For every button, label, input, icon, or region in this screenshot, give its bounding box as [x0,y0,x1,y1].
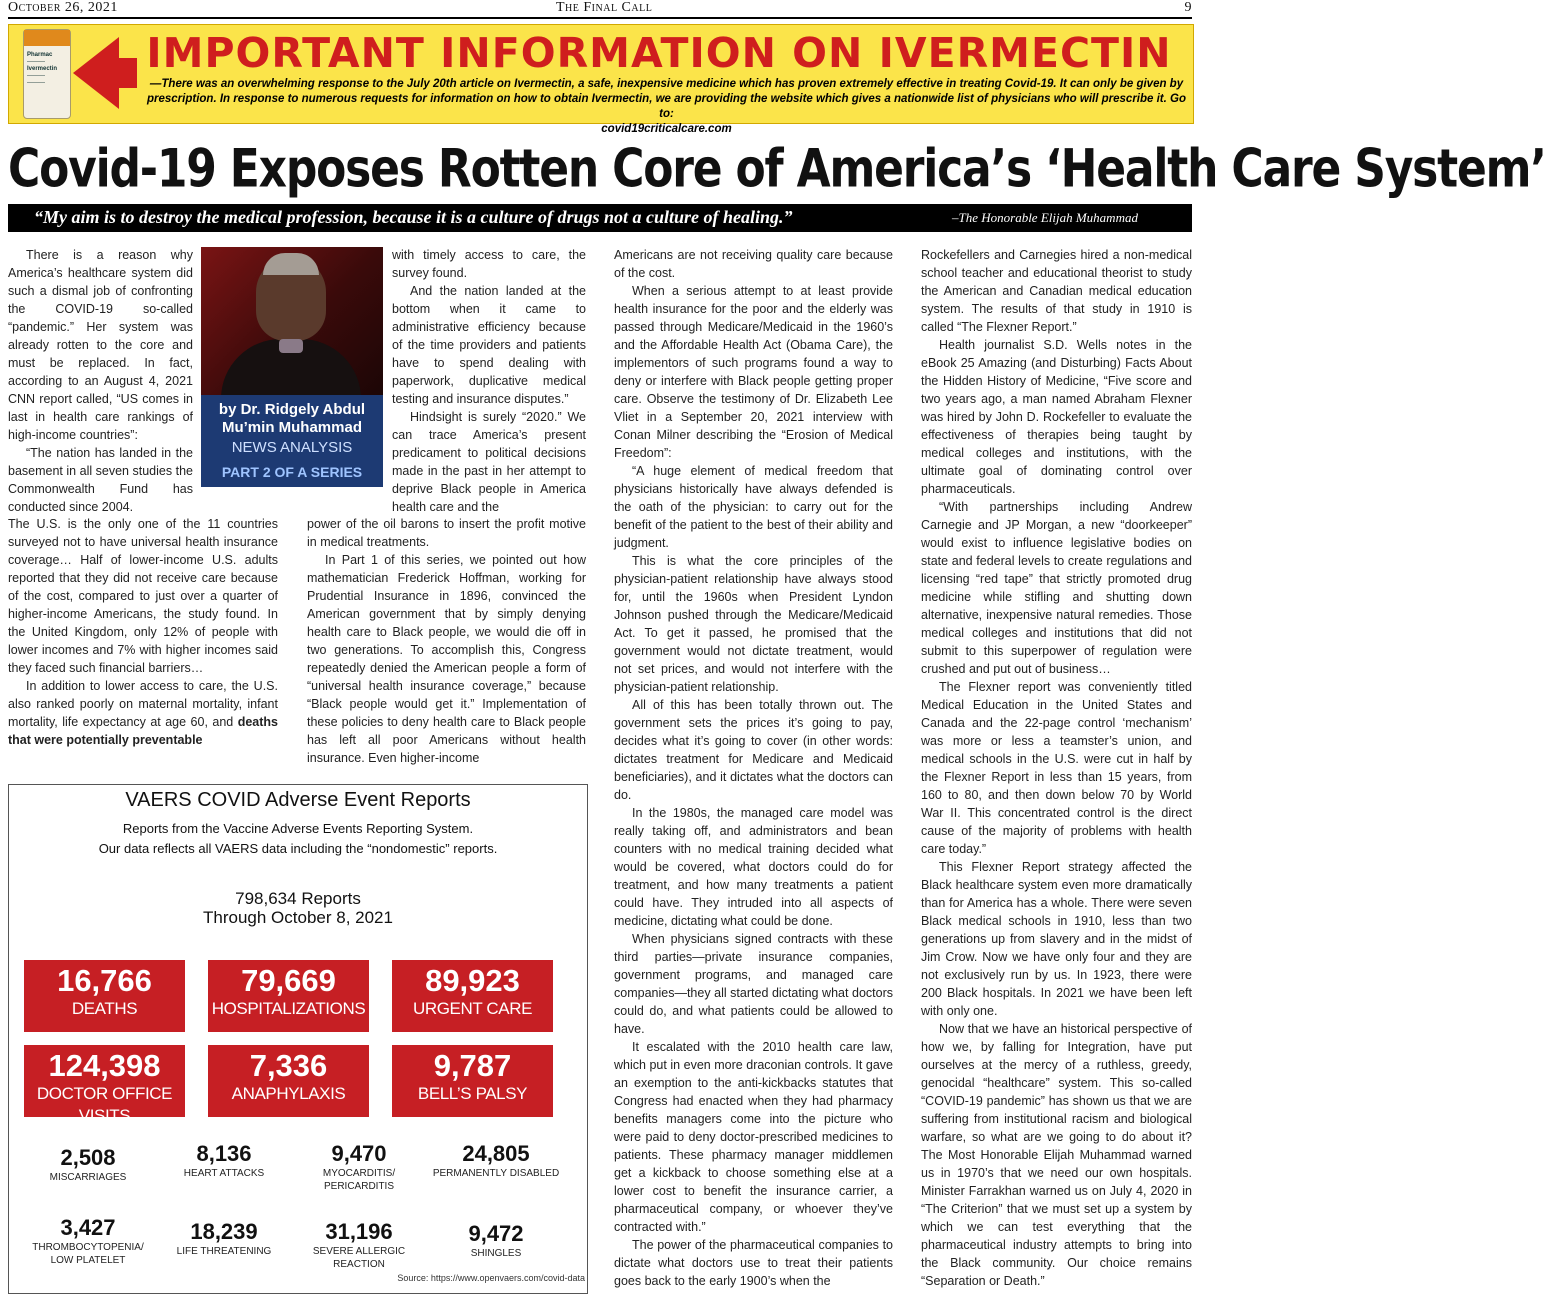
paragraph: The Flexner report was conveniently titled Medical Education in the United States and Canada and the 22-page control ‘mechanism’ was more or less a teamster’s union, and medical schools in the U.S. were cut in half by the Flexner Report in less than 15 years, from 160 to 80, and then down below 70 by World War II. This concentrated control is the direct cause of the majority of problems with health care today.” [921,680,1192,856]
stat-tile-urgent-care: 89,923 URGENT CARE [392,960,553,1032]
issue-date: October 26, 2021 [8,0,118,15]
paragraph: with timely access to care, the survey found. [392,248,586,280]
page-number: 9 [1184,0,1192,15]
article-column-1-bottom [8,515,278,749]
byline-box: by Dr. Ridgely Abdul Mu’min Muhammad NEWS ANALYSIS PART 2 OF A SERIES [201,395,383,487]
stat-shingles: 9,472 SHINGLES [468,1221,524,1259]
quote-attribution: –The Honorable Elijah Muhammad [952,210,1138,225]
banner-url[interactable]: covid19criticalcare.com [601,123,732,135]
vaers-title: VAERS COVID Adverse Event Reports [125,789,471,811]
paragraph: This is what the core principles of the physician-patient relationship have always stood for, until the 1960s when President Lyndon Johnson pushed through the Medicare/Medicaid Act. To get it passed, he promised that the government would not dictate treatment, would not set prices, and would not interfere with the physician-patient relationship. [614,554,893,694]
stat-heart-attacks: 8,136 HEART ATTACKS [183,1141,265,1179]
stat-tile-doctor-visits: 124,398 DOCTOR OFFICE VISITS [24,1045,185,1117]
stat-tile-bells-palsy: 9,787 BELL’S PALSY [392,1045,553,1117]
vaers-source-link[interactable]: Source: https://www.openvaers.com/covid-data [397,1273,585,1283]
paragraph: Rockefellers and Carnegies hired a non-medical school teacher and educational theorist to study the American and Canadian medical education system. The results of that study in 1910 is called “The Flexner Report.” [921,248,1192,334]
article-column-2-top [392,246,586,516]
stat-life-threatening: 18,239 LIFE THREATENING [176,1219,272,1257]
paragraph: There is a reason why America’s healthcare system did such a dismal job of confronting the COVID-19 so-called “pandemic.” Her system was already rotten to the core and must be replaced. In fact, according to an August 4, 2021 CNN report called, “US comes in last in health care rankings of high-income countries”: [8,248,193,442]
article-column-1-top [8,246,193,516]
paragraph: It escalated with the 2010 health care law, which put in even more draconian controls. It gave an exemption to the anti-kickbacks statutes that Congress had enacted when they had pharmacy benefits managers come into the picture who were paid to deny doctor-prescribed medicines to patients. These pharmacy manager middlemen get a kickback to choose something else at a lower cost to benefit the insurance carrier, a pharmaceutical company, or whoever they’ve contracted with.” [614,1040,893,1234]
paragraph: In addition to lower access to care, the U.S. also ranked poorly on maternal mortality, infant mortality, life expectancy at age 60, and deaths that were potentially preventable [8,679,278,747]
vaers-report-count: 798,634 Reports Through October 8, 2021 [203,889,393,927]
paragraph: In Part 1 of this series, we pointed out how mathematician Frederick Hoffman, working for Prudential Insurance in 1896, convinced the American government that by simply denying health care to Black people, we would die off in two generations. To accomplish this, Congress repeatedly denied the American people a form of “universal health insurance coverage,” because “Black people would get it.” Implementation of these policies to deny health care to Black people has left all poor Americans without health insurance. Even higher-income [307,553,586,765]
stat-permanently-disabled: 24,805 PERMANENTLY DISABLED [432,1141,560,1179]
paragraph: The power of the pharmaceutical companies to dictate what doctors use to treat their patients goes back to the early 1900’s when the [614,1238,893,1288]
stat-miscarriages: 2,508 MISCARRIAGES [49,1145,127,1183]
vaers-subtitle: Reports from the Vaccine Adverse Events Reporting System. Our data reflects all VAERS data including the “nondomestic” reports. [98,821,498,856]
article-headline: Covid-19 Exposes Rotten Core of America’s ‘Health Care System’ [8,138,1546,200]
paragraph: Americans are not receiving quality care because of the cost. [614,248,893,280]
stat-tile-hospitalizations: 79,669 HOSPITALIZATIONS [208,960,369,1032]
stat-allergic-reaction: 31,196 SEVERE ALLERGIC REACTION [312,1219,406,1270]
masthead [8,0,1192,19]
author-photo [201,247,383,395]
stat-tile-deaths: 16,766 DEATHS [24,960,185,1032]
paragraph: This Flexner Report strategy affected the Black healthcare system even more dramatically than for America has a whole. There were seven Black medical schools in 1910, less than two generations up from slavery and in the midst of Jim Crow. Now we have only four and they are not exclusively run by us. In 1923, there were 200 Black hospitals. In 2021 we have been left with only one. [921,860,1192,1018]
pill-bottle-icon: Pharmac ——— Ivermectin ——— ——— [23,29,71,119]
paragraph: All of this has been totally thrown out. The government sets the prices it’s going to pay, decides what it’s going to cover (in other words: dictates treatment for Medicare and Medicaid beneficiaries), and it dictates what the doctors can do. [614,698,893,802]
pull-quote: “My aim is to destroy the medical profession, because it is a culture of drugs not a culture of healing.” [34,207,793,227]
banner-text: —There was an overwhelming response to the July 20th article on Ivermectin, a safe, inexpensive medicine which has proven extremely effective in treating Covid-19. It can only be given by prescription. In response to numerous requests for information on how to obtain Ivermectin, we are providing the website which gives a nationwide list of physicians who will prescribe it. Go to: covid19criticalcare.com [146,78,1186,135]
paragraph: And the nation landed at the bottom when it came to administrative efficiency because of the time providers and patients have to spend dealing with paperwork, duplicative medical testing and insurance disputes.” [392,284,586,406]
section-label: NEWS ANALYSIS [231,439,353,456]
paragraph: Now that we have an historical perspective of how we, by falling for Integration, have put ourselves at the mercy of a ruthless, greedy, genocidal “healthcare” system. This so-called “COVID-19 pandemic” has shown us that we are suffering from institutional racism and biological warfare, so what are we going to do about it? The Most Honorable Elijah Muhammad warned us in 1970’s that we need our own hospitals. Minister Farrakhan warned us on July 4, 2020 in “The Criterion” that we must set up a system by which we can test everything that the pharmaceutical industry attempts to bring into the Black community. Our choice remains “Separation or Death.” [921,1022,1192,1288]
article-column-4 [921,246,1192,1290]
stat-thrombocytopenia: 3,427 THROMBOCYTOPENIA/ LOW PLATELET [32,1215,144,1266]
series-label: PART 2 OF A SERIES [221,464,363,480]
stat-myocarditis: 9,470 MYOCARDITIS/ PERICARDITIS [322,1141,396,1192]
paragraph: The U.S. is the only one of the 11 countries surveyed not to have universal health insurance coverage… Half of lower-income U.S. adults reported that they did not receive care because of the cost, compared to just over a quarter of higher-income Americans, the study found. In the United Kingdom, only 12% of people with lower incomes and 7% with higher incomes said they faced such financial barriers… [8,517,278,675]
banner-title: IMPORTANT INFORMATION ON IVERMECTIN [146,29,1172,77]
paragraph: power of the oil barons to insert the profit motive in medical treatments. [307,517,586,549]
paragraph: “With partnerships including Andrew Carnegie and JP Morgan, a new “doorkeeper” would exist to influence legislative bodies on state and federal levels to create regulations and licensing “red tape” that strictly promoted drug medicine while stifling and shutting down alternative, inexpensive natural remedies. Those medical colleges and institutions that did not submit to this superpower of regulation were crushed and put out of business… [921,500,1192,676]
paragraph: In the 1980s, the managed care model was really taking off, and administrators and bean counters with no medical training decided what would be covered, what doctors could do for treatment, and how many treatments a patient could have. They intruded into all aspects of medicine, dictating what could be done. [614,806,893,928]
author-name: by Dr. Ridgely Abdul [218,401,366,418]
paragraph: When physicians signed contracts with these third parties—private insurance companies, government programs, and managed care companies—they all started dictating what doctors could do, and what patients could be allowed to have. [614,932,893,1036]
vaers-infobox [8,784,588,1294]
article-column-3 [614,246,893,1290]
ivermectin-banner [8,24,1194,135]
paragraph: “The nation has landed in the basement in all seven studies the Commonwealth Fund has conducted since 2004. [8,446,193,514]
paragraph: “A huge element of medical freedom that physicians historically have always defended is the oath of the physician: to carry out for the benefit of the patient to the best of their ability and judgment. [614,464,893,550]
paragraph: Hindsight is surely “2020.” We can trace America’s present predicament to political decisions made in the past in her attempt to deprive Black people in America health care and the [392,410,586,514]
quote-bar [8,204,1192,232]
paragraph: When a serious attempt to at least provide health insurance for the poor and the elderly was passed through Medicare/Medicaid in the 1960’s and the Affordable Health Act (Obama Care), the implementors of such programs found a way to deny or interfere with Black people getting proper care. Observe the testimony of Dr. Elizabeth Lee Vliet in a September 20, 2021 interview with Conan Milner describing the “Erosion of Medical Freedom”: [614,284,893,460]
article-column-2-bottom [307,515,586,767]
publication-name: The Final Call [556,0,653,15]
stat-tile-anaphylaxis: 7,336 ANAPHYLAXIS [208,1045,369,1117]
paragraph: Health journalist S.D. Wells notes in the eBook 25 Amazing (and Disturbing) Facts About the Hidden History of Medicine, “Five score and two years ago, a man named Abraham Flexner was hired by John D. Rockefeller to evaluate the effectiveness of therapies being taught by medical colleges and institutions, with the ultimate goal of dominating control over pharmaceuticals. [921,338,1192,496]
